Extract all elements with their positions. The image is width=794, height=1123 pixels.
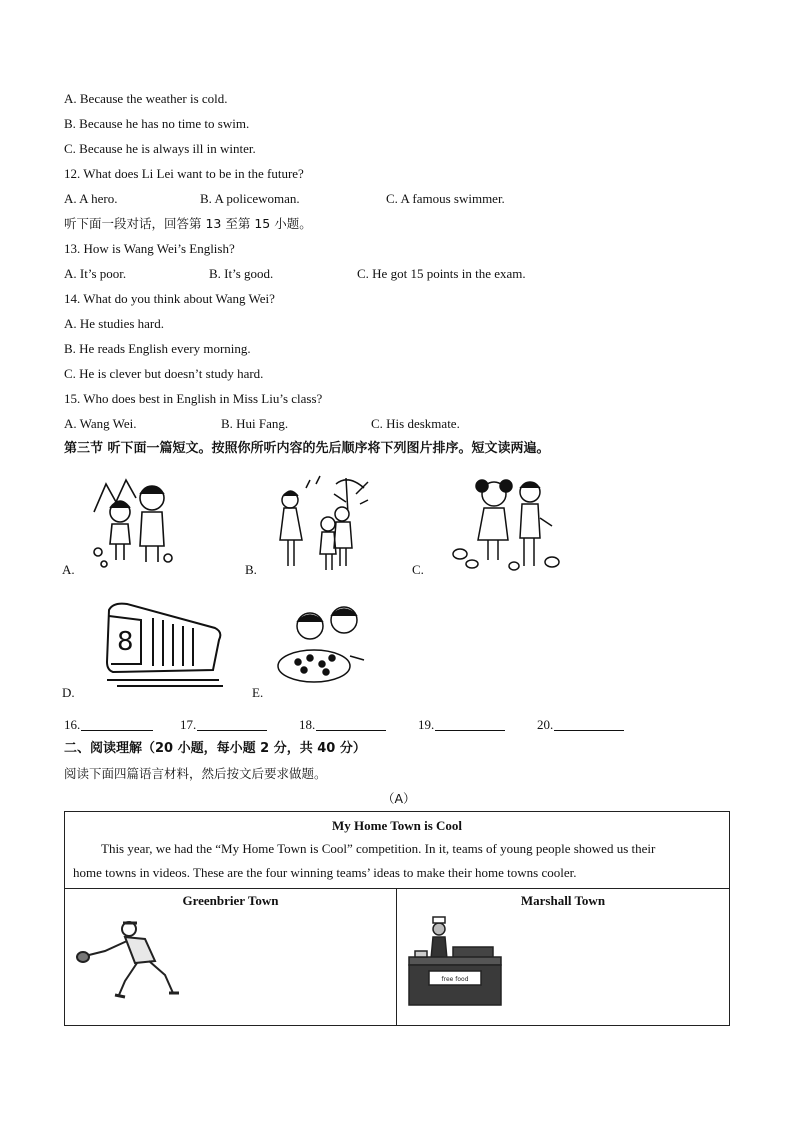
picture-d-label: D. [62,685,75,700]
town-cell-greenbrier [65,889,397,1026]
answer-line[interactable] [81,717,153,731]
town-name: Greenbrier Town [182,893,279,908]
picture-b-label: B. [245,562,257,577]
answer-blank-label: 17. [180,717,197,732]
answer-blank-19[interactable] [418,716,505,734]
svg-text:8: 8 [117,627,134,657]
food-stall-sign: free food [441,976,469,983]
q15-option-b: B. Hui Fang. [221,416,289,431]
picture-b-teacher-children-icon [276,474,374,574]
answer-blank-18[interactable] [299,716,386,734]
answer-line[interactable] [197,717,267,731]
q13-stem: 13. How is Wang Wei’s English? [64,241,235,256]
dialog-instruction: 听下面一段对话，回答第 13 至第 15 小题。 [64,216,312,231]
town-name: Marshall Town [520,893,606,908]
q15-option-c: C. His deskmate. [371,416,460,431]
q11-option-b: B. Because he has no time to swim. [64,116,250,131]
q12-option-a: A. A hero. [64,191,118,206]
q15-option-a: A. Wang Wei. [64,416,137,431]
answer-line[interactable] [554,717,624,731]
q14-stem: 14. What do you think about Wang Wei? [64,291,275,306]
picture-d-train-icon [103,600,225,692]
answer-blank-label: 20. [537,717,554,732]
food-stall-icon [407,913,503,1009]
q12-option-b: B. A policewoman. [200,191,300,206]
answer-blank-20[interactable] [537,716,624,734]
picture-e-children-food-icon [276,604,366,690]
passage-title: My Home Town is Cool [331,818,462,833]
answer-line[interactable] [435,717,505,731]
passage-body-line2: home towns in videos. These are the four winning teams’ ideas to make their home towns cooler. [73,865,577,880]
picture-a-children-flowers-icon [92,472,174,572]
q13-option-a: A. It’s poor. [64,266,127,281]
q14-option-a: A. He studies hard. [64,316,165,331]
q11-option-c: C. Because he is always ill in winter. [64,141,256,156]
part2-instruction: 阅读下面四篇语言材料，然后按文后要求做题。 [64,766,327,781]
section3-heading: 第三节 听下面一篇短文。按照你所听内容的先后顺序将下列图片排序。短文读两遍。 [64,441,550,456]
q14-option-b: B. He reads English every morning. [64,341,251,356]
q13-option-c: C. He got 15 points in the exam. [357,266,526,281]
answer-blank-17[interactable] [180,716,267,734]
passage-table [64,811,730,1026]
picture-c-label: C. [412,562,424,577]
q12-stem: 12. What does Li Lei want to be in the future? [64,166,304,181]
answer-blank-label: 19. [418,717,435,732]
q14-option-c: C. He is clever but doesn’t study hard. [64,366,264,381]
answer-blank-label: 16. [64,717,81,732]
town-cell-marshall [396,889,729,1026]
picture-c-children-birds-icon [448,478,566,574]
picture-a-label: A. [62,562,75,577]
q13-option-b: B. It’s good. [209,266,274,281]
picture-e-label: E. [252,685,264,700]
passage-label: （A） [382,791,416,806]
passage-intro-cell [65,812,730,889]
q15-stem: 15. Who does best in English in Miss Liu’s class? [64,391,323,406]
q11-option-a: A. Because the weather is cold. [64,91,228,106]
part2-heading: 二、阅读理解（20 小题，每小题 2 分，共 40 分） [64,741,366,756]
tennis-player-icon [75,915,185,1007]
answer-blank-16[interactable] [64,716,153,734]
answer-blank-label: 18. [299,717,316,732]
passage-body-line1: This year, we had the “My Home Town is Cool” competition. In it, teams of young people showed us their [101,841,656,856]
q12-option-c: C. A famous swimmer. [386,191,505,206]
answer-line[interactable] [316,717,386,731]
